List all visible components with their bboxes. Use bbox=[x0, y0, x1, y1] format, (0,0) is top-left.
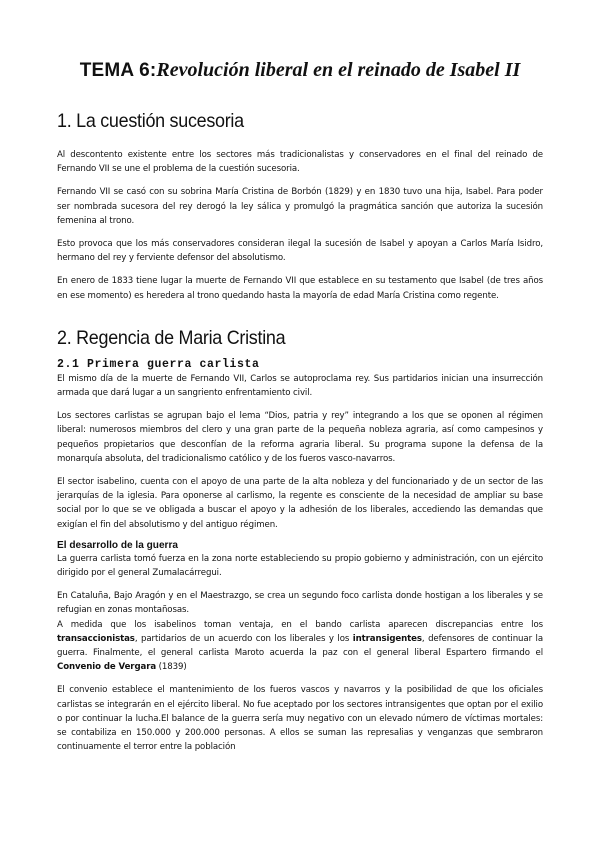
paragraph bbox=[57, 618, 543, 675]
bold-term: Convenio de Vergara bbox=[57, 662, 157, 673]
paragraph: El mismo día de la muerte de Fernando VII, Carlos se autoproclama rey. Sus partidarios inician una insurrección armada que dará lugar a un sangriento enfrentamiento civil. bbox=[57, 373, 543, 399]
paragraph: Fernando VII se casó con su sobrina María Cristina de Borbón (1829) y en 1830 tuvo una hija, Isabel. Para poder ser nombrada sucesora del rey derogó la ley sálica y promulgó la pragmática sanción que autoriza la sucesión femenina al trono. bbox=[57, 187, 543, 226]
paragraph: Esto provoca que los más conservadores consideran ilegal la sucesión de Isabel y apoyan a Carlos María Isidro, hermano del rey y ferviente defensor del absolutismo. bbox=[57, 239, 543, 264]
bold-term: transaccionistas bbox=[57, 633, 135, 644]
section-heading-cuestion-sucesoria: 1. La cuestión sucesoria bbox=[57, 110, 244, 132]
minor-heading-desarrollo-guerra: El desarrollo de la guerra bbox=[57, 538, 179, 551]
text-run: A medida que los isabelinos toman ventaja, en el bando carlista aparecen discrepancias entre los bbox=[57, 619, 543, 630]
text-run: (1839) bbox=[156, 662, 187, 673]
document-title bbox=[57, 0, 543, 83]
text-run: , defensores de continuar la guerra. Finalmente, el general carlista Maroto acuerda la paz con el general liberal Espartero firmando el bbox=[57, 633, 543, 659]
text-run: , partidarios de un acuerdo con los liberales y los bbox=[134, 633, 353, 644]
title-lead: TEMA 6: bbox=[79, 60, 157, 81]
paragraph: Los sectores carlistas se agrupan bajo el lema “Dios, patria y rey” integrando a los que se oponen al régimen liberal: numerosos miembros del clero y una gran parte de la pequeña nobleza agraria, así como campesinos y pequeños propietarios que desconfían de la reforma agraria liberal. Su programa supone la defensa de la monarquía absoluta, del tradicionalismo católico y de los fueros vasco-navarros. bbox=[57, 411, 543, 464]
bold-term: intransigentes bbox=[352, 633, 422, 644]
paragraph: En Cataluña, Bajo Aragón y en el Maestrazgo, se crea un segundo foco carlista donde hostigan a los liberales y se refugian en zonas montañosas. bbox=[57, 591, 543, 616]
paragraph: La guerra carlista tomó fuerza en la zona norte estableciendo su propio gobierno y administración, con un ejército dirigido por el general Zumalacárregui. bbox=[57, 553, 543, 579]
paragraph: El sector isabelino, cuenta con el apoyo de una parte de la alta nobleza y del funcionariado y de un sector de las jerarquías de la iglesia. Para oponerse al carlismo, la regente es consciente de la necesidad de ampliar su base social por lo que se ve obligada a buscar el apoyo y la adhesión de los liberales, accediendo las demandas que exigían el fin del absolutismo y del antiguo régimen. bbox=[57, 477, 543, 530]
paragraph: El convenio establece el mantenimiento de los fueros vascos y navarros y la posibilidad de que los oficiales carlistas se integrarán en el ejército liberal. No fue aceptado por los sectores intransigentes que optan por el exilio o por continuar la lucha.El balance de la guerra sería muy negativo con un elevado número de víctimas mortales: se contabiliza en 150.000 y 200.000 personas. A ellos se suman las represalias y venganzas que sembraron continuamente el terror entre la población bbox=[57, 685, 543, 753]
title-rest: Revolución liberal en el reinado de Isabel II bbox=[156, 59, 521, 81]
subsection-heading-primera-guerra-carlista: 2.1 Primera guerra carlista bbox=[57, 357, 260, 371]
section-heading-regencia: 2. Regencia de Maria Cristina bbox=[57, 326, 286, 349]
paragraph: Al descontento existente entre los sectores más tradicionalistas y conservadores en el final del reinado de Fernando VII se une el problema de la cuestión sucesoria. bbox=[57, 150, 543, 175]
paragraph: En enero de 1833 tiene lugar la muerte de Fernando VII que establece en su testamento que Isabel (de tres años en ese momento) es heredera al trono quedando hasta la mayoría de edad María Cristina como regente. bbox=[57, 276, 543, 301]
